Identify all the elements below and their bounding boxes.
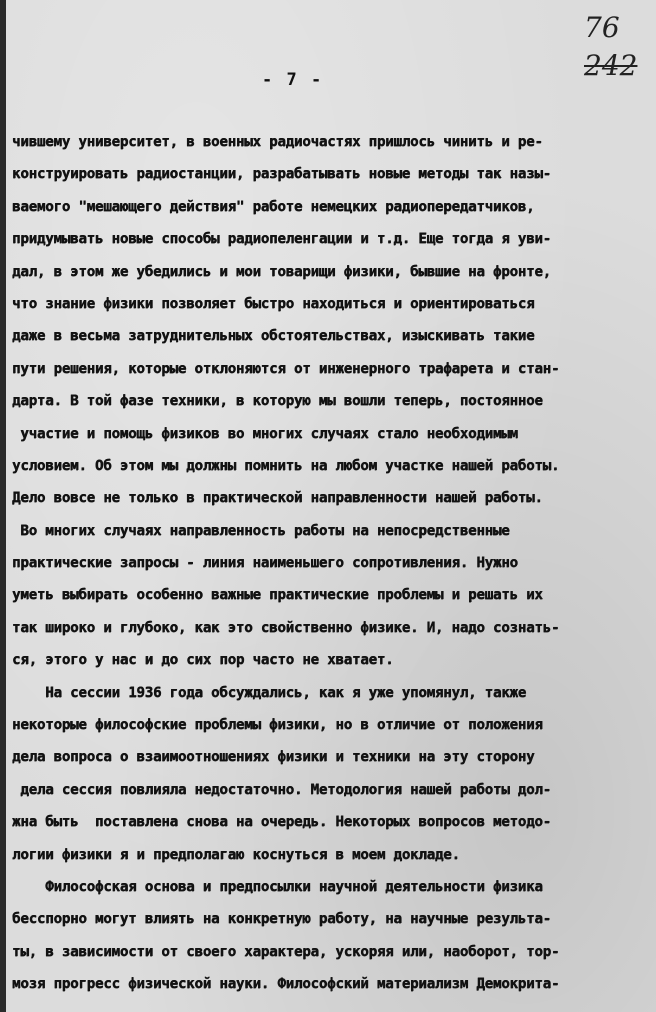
page-number: - 7 - (262, 70, 324, 90)
text-line: ся, этого у нас и до сих пор часто не хватает. (12, 652, 394, 669)
text-line: ты, в зависимости от своего характера, ускоряя или, наоборот, тор- (12, 943, 560, 960)
text-line: мозя прогресс физической науки. Философский материализм Демокрита- (12, 976, 560, 993)
text-line: чившему университет, в военных радиочастях пришлось чинить и ре- (12, 134, 543, 150)
text-line: придумывать новые способы радиопеленгации и т.д. Еще тогда я уви- (12, 231, 551, 248)
text-line: дарта. В той фазе техники, в которую мы вошли теперь, постоянное (12, 393, 543, 410)
text-line: даже в весьма затруднительных обстоятельствах, изыскивать такие (12, 328, 535, 345)
archive-folio-number: 76 (584, 11, 620, 44)
text-line: что знание физики позволяет быстро находиться и ориентироваться (12, 295, 535, 312)
archive-folio-number-struck: 242 (584, 49, 638, 82)
text-line: дал, в этом же убедились и мои товарищи физики, бывшие на фронте, (12, 263, 551, 280)
text-line: пути решения, которые отклоняются от инженерного трафарета и стан- (12, 360, 560, 377)
text-line: Философская основа и предпосылки научной деятельности физика (12, 878, 543, 895)
text-line: логии физики я и предполагаю коснуться в моем докладе. (12, 846, 460, 863)
scan-edge (0, 0, 6, 1012)
text-line: Дело вовсе не только в практической направленности нашей работы. (12, 490, 543, 507)
text-line: жна быть поставлена снова на очередь. Некоторых вопросов методо- (12, 814, 551, 831)
text-line: участие и помощь физиков во многих случаях стало необходимым (12, 425, 518, 442)
text-line: Во многих случаях направленность работы на непосредственные (12, 522, 510, 539)
text-line: дела сессия повлияла недостаточно. Методология нашей работы дол- (12, 781, 551, 798)
text-line: дела вопроса о взаимоотношениях физики и техники на эту сторону (12, 749, 535, 766)
text-line: уметь выбирать особенно важные практические проблемы и решать их (12, 587, 543, 604)
body-text (12, 126, 652, 1001)
text-line: конструировать радиостанции, разрабатывать новые методы так назы- (12, 166, 551, 183)
text-line: ваемого "мешающего действия" работе немецких радиопередатчиков, (12, 198, 535, 215)
text-line: На сессии 1936 года обсуждались, как я уже упомянул, также (12, 684, 527, 701)
text-line: практические запросы - линия наименьшего сопротивления. Нужно (12, 555, 518, 572)
text-line: условием. Об этом мы должны помнить на любом участке нашей работы. (12, 457, 560, 474)
text-line: некоторые философские проблемы физики, но в отличие от положения (12, 717, 543, 734)
text-line: так широко и глубоко, как это свойственно физике. И, надо сознать- (12, 619, 560, 636)
text-line: бесспорно могут влиять на конкретную работу, на научные результа- (12, 911, 551, 928)
